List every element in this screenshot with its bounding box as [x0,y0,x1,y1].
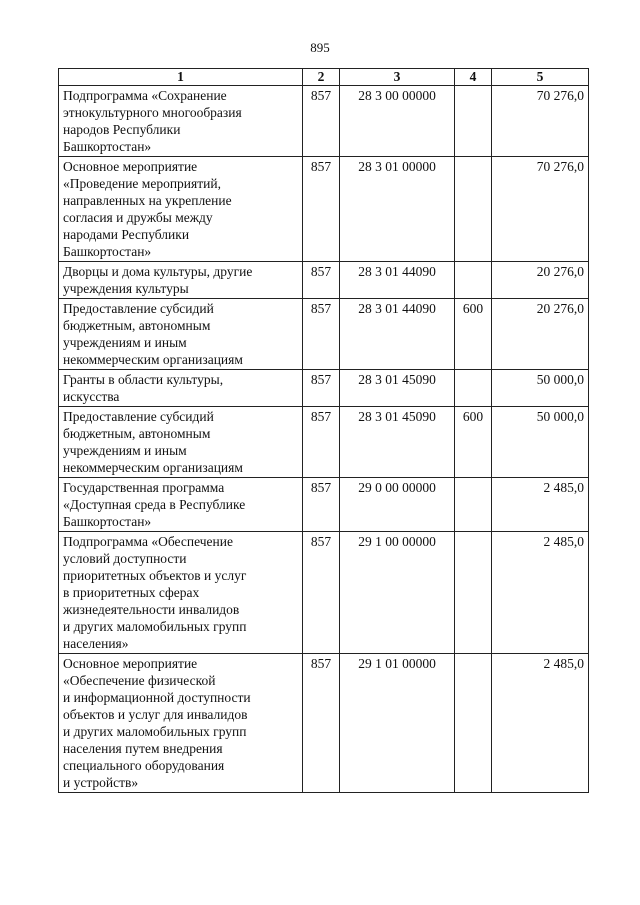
row-amount: 20 276,0 [492,299,589,370]
row-expense-type [455,370,492,407]
table-row [59,654,589,793]
column-header-1: 1 [59,69,303,86]
table-row [59,407,589,478]
table-row [59,262,589,299]
row-expense-type [455,532,492,654]
row-name: Государственная программа «Доступная среда в Республике Башкортостан» [59,478,303,532]
column-header-5: 5 [492,69,589,86]
row-target-code: 29 1 00 00000 [340,532,455,654]
row-name: Подпрограмма «Обеспечение условий доступности приоритетных объектов и услуг в приоритетных сферах жизнедеятельности инвалидов и других маломобильных групп населения» [59,532,303,654]
row-ministry-code: 857 [303,407,340,478]
row-expense-type: 600 [455,407,492,478]
row-expense-type [455,262,492,299]
row-expense-type [455,86,492,157]
row-target-code: 28 3 01 45090 [340,407,455,478]
row-name: Предоставление субсидий бюджетным, автономным учреждениям и иным некоммерческим организациям [59,407,303,478]
row-ministry-code: 857 [303,532,340,654]
table-row [59,299,589,370]
row-ministry-code: 857 [303,370,340,407]
row-ministry-code: 857 [303,157,340,262]
row-ministry-code: 857 [303,262,340,299]
row-ministry-code: 857 [303,654,340,793]
table-row [59,86,589,157]
row-amount: 50 000,0 [492,370,589,407]
row-ministry-code: 857 [303,299,340,370]
row-amount: 50 000,0 [492,407,589,478]
row-amount: 70 276,0 [492,157,589,262]
table-row [59,157,589,262]
row-amount: 70 276,0 [492,86,589,157]
budget-table [58,68,589,793]
row-name: Гранты в области культуры, искусства [59,370,303,407]
row-target-code: 28 3 01 45090 [340,370,455,407]
row-ministry-code: 857 [303,86,340,157]
row-amount: 2 485,0 [492,478,589,532]
table-row [59,478,589,532]
row-expense-type [455,157,492,262]
table-row [59,370,589,407]
page-number: 895 [310,40,330,55]
row-expense-type [455,654,492,793]
row-amount: 20 276,0 [492,262,589,299]
column-header-4: 4 [455,69,492,86]
table-header-row [59,69,589,86]
row-name: Основное мероприятие «Обеспечение физической и информационной доступности объектов и услуг для инвалидов и других маломобильных групп населения путем внедрения специального оборудования и устройств» [59,654,303,793]
row-target-code: 28 3 01 44090 [340,299,455,370]
column-header-3: 3 [340,69,455,86]
row-amount: 2 485,0 [492,532,589,654]
row-target-code: 28 3 01 44090 [340,262,455,299]
row-name: Предоставление субсидий бюджетным, автономным учреждениям и иным некоммерческим организациям [59,299,303,370]
row-target-code: 29 0 00 00000 [340,478,455,532]
row-expense-type [455,478,492,532]
row-target-code: 28 3 01 00000 [340,157,455,262]
row-target-code: 29 1 01 00000 [340,654,455,793]
column-header-2: 2 [303,69,340,86]
row-name: Основное мероприятие «Проведение мероприятий, направленных на укрепление согласия и дружбы между народами Республики Башкортостан» [59,157,303,262]
row-amount: 2 485,0 [492,654,589,793]
row-expense-type: 600 [455,299,492,370]
table-row [59,532,589,654]
row-name: Дворцы и дома культуры, другие учреждения культуры [59,262,303,299]
row-ministry-code: 857 [303,478,340,532]
row-name: Подпрограмма «Сохранение этнокультурного многообразия народов Республики Башкортостан» [59,86,303,157]
row-target-code: 28 3 00 00000 [340,86,455,157]
